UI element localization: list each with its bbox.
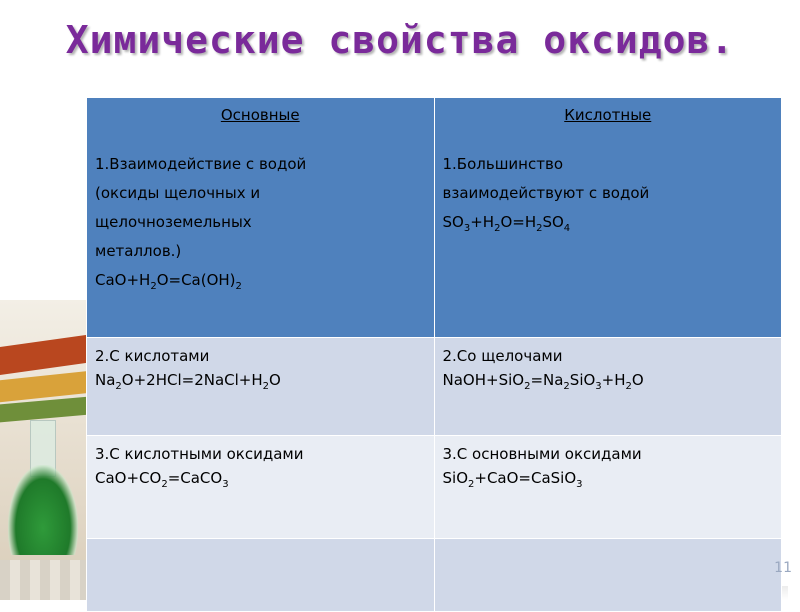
table-row bbox=[87, 539, 782, 612]
table-row bbox=[87, 338, 782, 436]
acidic-oxides-cell bbox=[434, 338, 782, 436]
oxide-properties-table bbox=[86, 97, 782, 612]
basic-oxides-cell bbox=[87, 436, 435, 539]
reaction-equation: $Na_2O+2HCl=2NaCl+H_2O$ bbox=[95, 371, 281, 392]
basic-oxides-cell bbox=[87, 338, 435, 436]
reaction-equation: $CaO+H_2O=Ca(OH)_2$ bbox=[95, 271, 242, 292]
page-number: 11 bbox=[774, 560, 792, 576]
reaction-title-line: щелочноземельных bbox=[95, 213, 252, 231]
empty-cell bbox=[87, 539, 435, 612]
reaction-equation: SiO$_2$+CaO=CaSiO$_3$ bbox=[442, 469, 583, 490]
table-row bbox=[87, 98, 782, 338]
book-decoration bbox=[0, 333, 100, 375]
reaction-title-line: 1.Взаимодействие с водой bbox=[95, 155, 307, 173]
column-header-basic: Основные bbox=[220, 106, 300, 124]
empty-cell bbox=[434, 539, 782, 612]
reaction-title: 2.Со щелочами bbox=[442, 347, 563, 365]
table-surface-decoration bbox=[0, 560, 100, 600]
reaction-equation: $NaOH+SiO_2=Na_2SiO_3+H_2O$ bbox=[442, 371, 644, 392]
flask-icon bbox=[8, 465, 78, 555]
reaction-equation: $CaO+CO_2=CaCO_3$ bbox=[95, 469, 229, 490]
reaction-title-line: 1.Большинство bbox=[442, 155, 563, 173]
reaction-title-line: взаимодействуют с водой bbox=[442, 184, 650, 202]
column-header-acidic: Кислотные bbox=[564, 106, 652, 124]
acidic-oxides-cell bbox=[434, 98, 782, 338]
reaction-equation: $SO_3+H_2O=H_2SO_4$ bbox=[442, 213, 571, 234]
basic-oxides-cell bbox=[87, 98, 435, 338]
reaction-title-line: металлов.) bbox=[95, 242, 182, 260]
reaction-title: 3.С кислотными оксидами bbox=[95, 445, 304, 463]
slide-title: Химические свойства оксидов. bbox=[65, 18, 735, 62]
table-row bbox=[87, 436, 782, 539]
reaction-title: 2.С кислотами bbox=[95, 347, 210, 365]
acidic-oxides-cell bbox=[434, 436, 782, 539]
lab-glassware-decoration bbox=[0, 300, 100, 600]
reaction-title-line: (оксиды щелочных и bbox=[95, 184, 261, 202]
reaction-title: 3.С основными оксидами bbox=[442, 445, 642, 463]
